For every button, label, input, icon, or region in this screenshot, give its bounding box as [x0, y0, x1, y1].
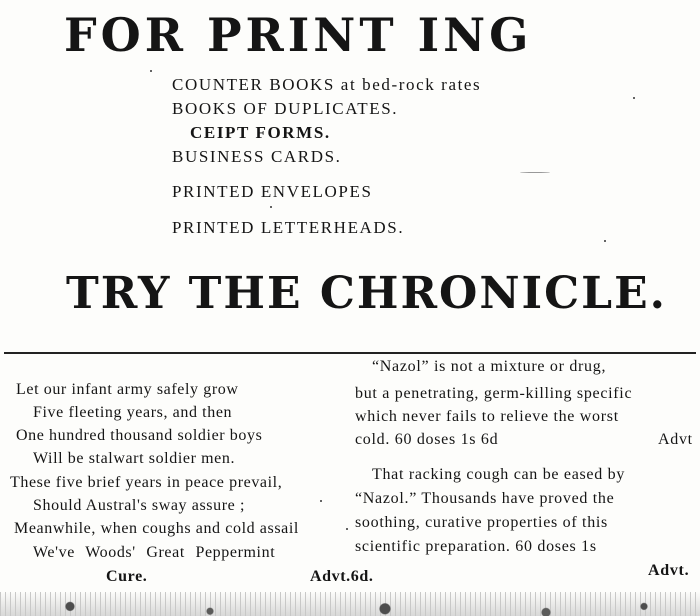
nazol-line: “Nazol” is not a mixture or drug,: [372, 358, 607, 375]
nazol-line: cold. 60 doses 1s 6d: [355, 431, 499, 448]
nazol-advt-label: Advt.: [648, 562, 690, 579]
poem-line: Meanwhile, when coughs and cold assail: [14, 520, 299, 537]
service-books-of-duplicates: BOOKS OF DUPLICATES.: [172, 99, 399, 118]
nazol-line: That racking cough can be eased by: [372, 466, 626, 483]
poem-line: Five fleeting years, and then: [33, 404, 233, 421]
nazol-advt-label: Advt: [658, 431, 693, 448]
poem-line-cure: Cure.: [106, 568, 148, 585]
poem-line: We've Woods' Great Peppermint: [33, 544, 276, 561]
poem-line: Let our infant army safely grow: [16, 381, 239, 398]
poem-line: One hundred thousand soldier boys: [16, 427, 263, 444]
service-business-cards: BUSINESS CARDS.: [172, 147, 342, 166]
nazol-line: which never fails to relieve the worst: [355, 408, 619, 425]
slogan-try-the-chronicle: TRY THE CHRONICLE.: [66, 268, 667, 319]
nazol-line: soothing, curative properties of this: [355, 514, 608, 531]
service-printed-letterheads: PRINTED LETTERHEADS.: [172, 218, 405, 237]
page-edge-grime: [0, 592, 700, 616]
poem-advt-label: Advt.6d.: [310, 568, 374, 585]
poem-line: These five brief years in peace prevail,: [10, 474, 283, 491]
service-receipt-forms: CEIPT FORMS.: [190, 123, 331, 142]
service-printed-envelopes: PRINTED ENVELOPES: [172, 182, 373, 201]
headline-for-printing: FOR PRINT ING: [64, 8, 533, 62]
poem-line: Will be stalwart soldier men.: [33, 450, 236, 467]
service-counter-books: COUNTER BOOKS at bed-rock rates: [172, 75, 482, 94]
poem-line: Should Austral's sway assure ;: [33, 497, 245, 514]
nazol-line: “Nazol.” Thousands have proved the: [355, 490, 615, 507]
column-rule: [4, 352, 696, 354]
nazol-line: but a penetrating, germ-killing specific: [355, 385, 633, 402]
nazol-line: scientific preparation. 60 doses 1s: [355, 538, 597, 555]
